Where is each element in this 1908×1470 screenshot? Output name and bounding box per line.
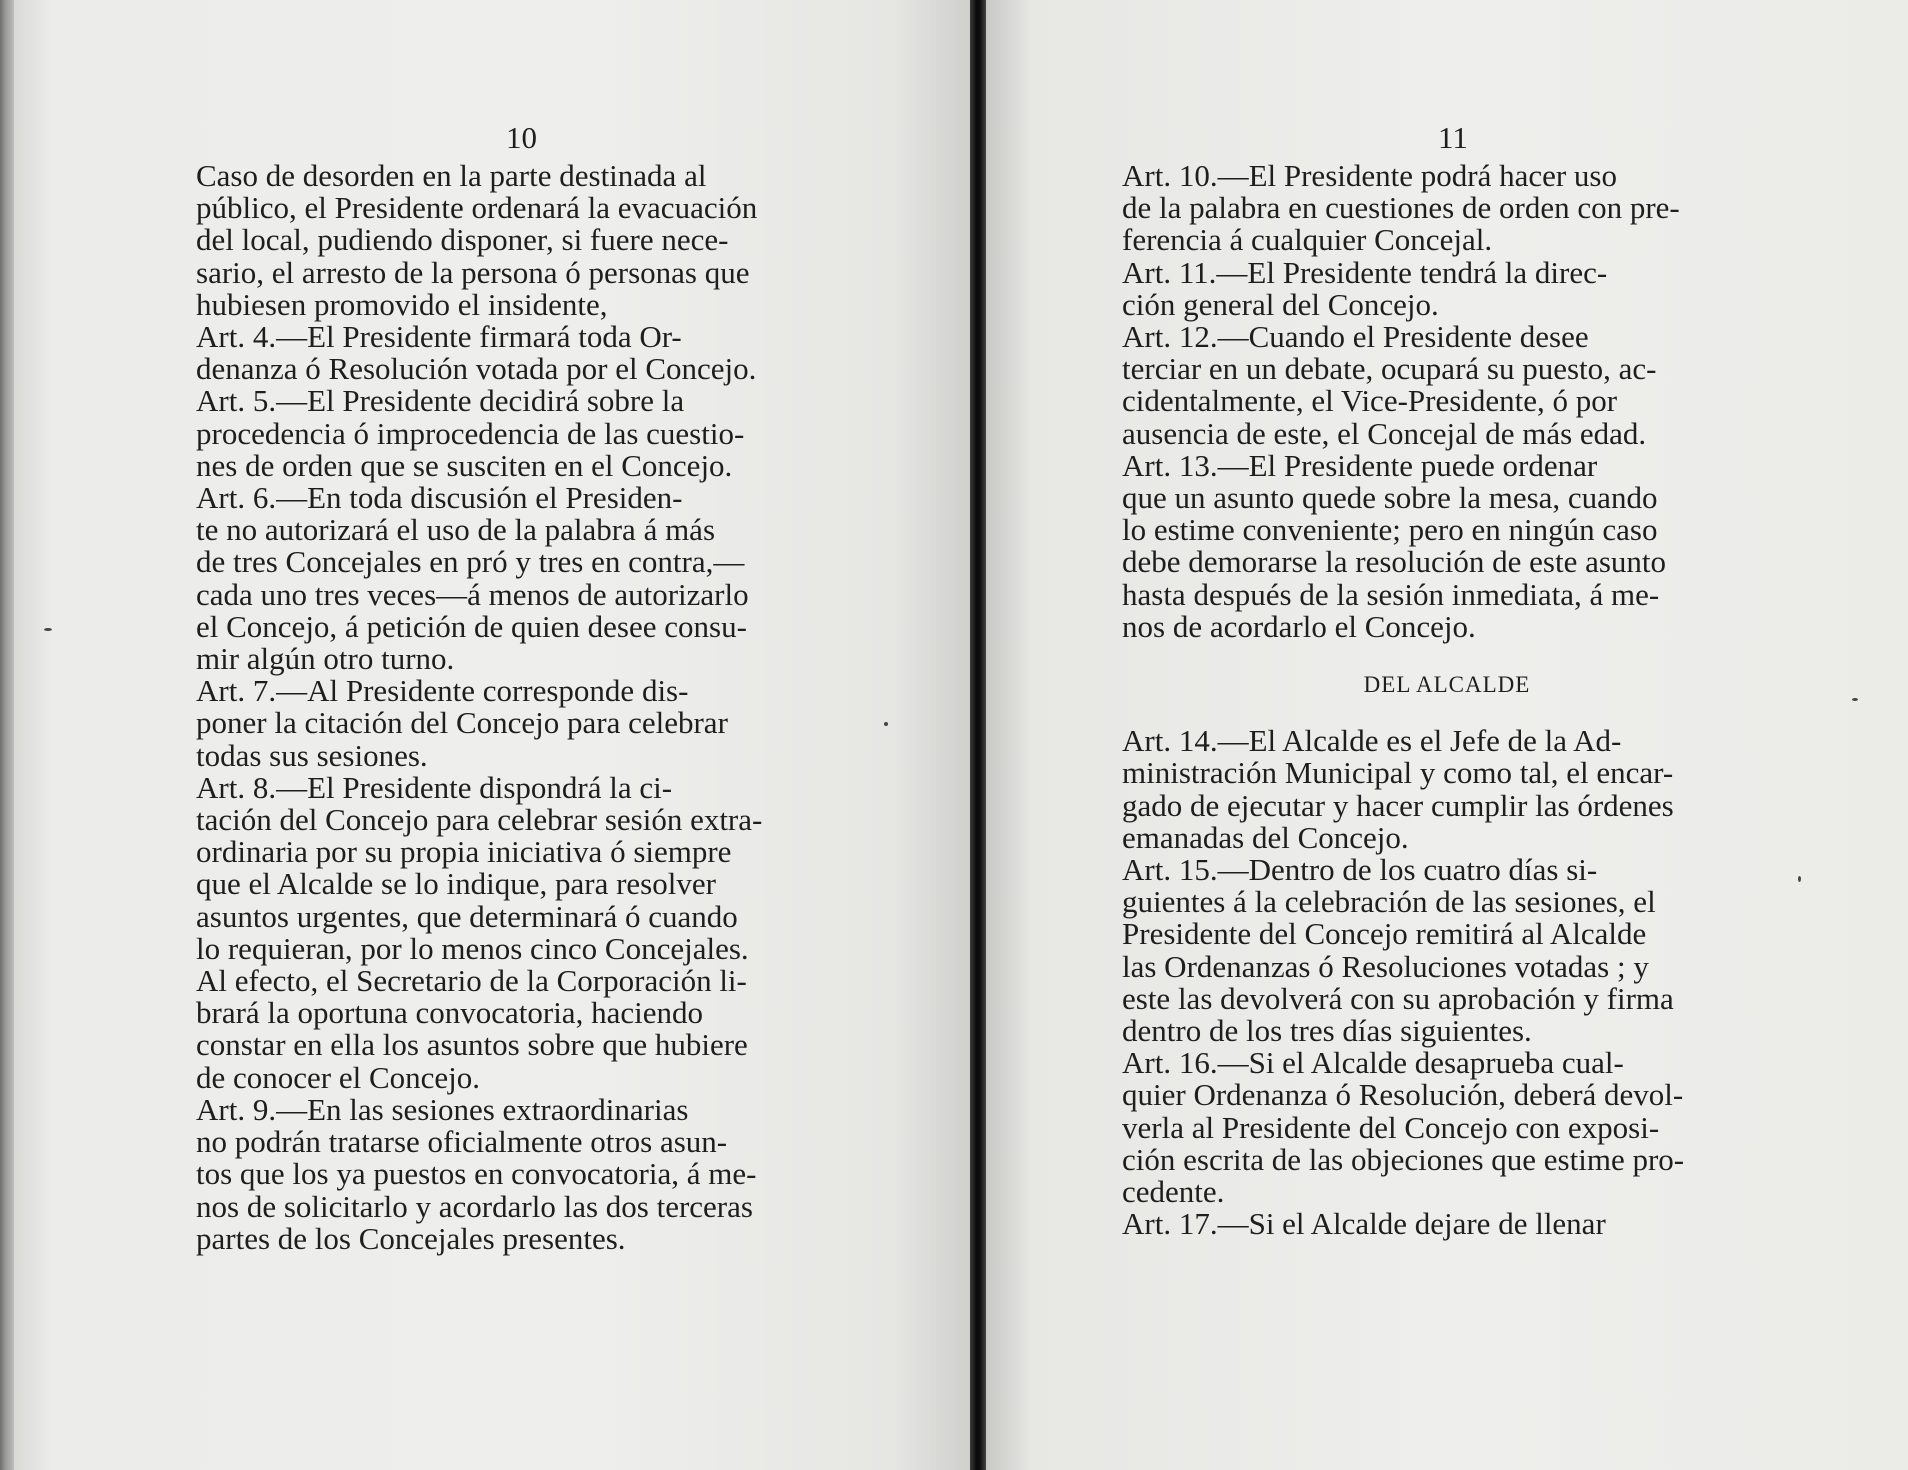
text-line: te no autorizará el uso de la palabra á más	[196, 512, 716, 548]
section-heading: DEL ALCALDE	[1363, 672, 1531, 698]
text-line: nos de solicitarlo y acordarlo las dos terceras	[196, 1188, 753, 1224]
text-line: partes de los Concejales presentes.	[196, 1220, 626, 1256]
text-line: ordinaria por su propia iniciativa ó siempre	[196, 834, 732, 870]
text-line: denanza ó Resolución votada por el Concejo.	[196, 351, 757, 387]
text-line: ción general del Concejo.	[1122, 286, 1439, 322]
body-text	[1122, 160, 1772, 1241]
text-line: nes de orden que se susciten en el Concejo.	[196, 447, 733, 483]
text-line: cedente.	[1122, 1174, 1225, 1210]
page-number: 10	[506, 120, 537, 155]
text-line: lo estime conveniente; pero en ningún caso	[1122, 512, 1658, 548]
text-line: Art. 5.—El Presidente decidirá sobre la	[196, 383, 685, 419]
text-line: no podrán tratarse oficialmente otros asun-	[196, 1124, 728, 1160]
text-line: Art. 15.—Dentro de los cuatro días si-	[1122, 852, 1598, 888]
right-page	[986, 0, 1908, 1470]
text-line: poner la citación del Concejo para celebrar	[196, 705, 728, 741]
text-line: tos que los ya puestos en convocatoria, á me-	[196, 1156, 757, 1192]
text-line: público, el Presidente ordenará la evacuación	[196, 190, 758, 226]
text-line: guientes á la celebración de las sesiones, el	[1122, 884, 1656, 920]
left-page	[14, 0, 970, 1470]
text-line: ferencia á cualquier Concejal.	[1122, 222, 1493, 258]
text-line: hasta después de la sesión inmediata, á me-	[1122, 576, 1660, 612]
text-line: Art. 6.—En toda discusión el Presiden-	[196, 480, 683, 516]
text-line: de la palabra en cuestiones de orden con pre-	[1122, 190, 1680, 226]
text-line: ción escrita de las objeciones que estime pro-	[1122, 1141, 1685, 1177]
body-text	[196, 160, 868, 1255]
text-line: cada uno tres veces—á menos de autorizarlo	[196, 576, 749, 612]
text-line: que un asunto quede sobre la mesa, cuando	[1122, 480, 1658, 516]
text-line: tación del Concejo para celebrar sesión extra-	[196, 802, 763, 838]
text-line: mir algún otro turno.	[196, 641, 455, 677]
text-line: Art. 16.—Si el Alcalde desaprueba cual-	[1122, 1045, 1624, 1081]
text-line: todas sus sesiones.	[196, 737, 428, 773]
text-line: Art. 14.—El Alcalde es el Jefe de la Ad-	[1122, 723, 1622, 759]
text-line: debe demorarse la resolución de este asunto	[1122, 544, 1667, 580]
text-line: Art. 13.—El Presidente puede ordenar	[1122, 447, 1598, 483]
text-line: de tres Concejales en pró y tres en contra,—	[196, 544, 745, 580]
text-line: Art. 12.—Cuando el Presidente desee	[1122, 319, 1589, 355]
text-line: quier Ordenanza ó Resolución, deberá devol-	[1122, 1077, 1684, 1113]
ink-speck	[884, 722, 888, 726]
text-line: cidentalmente, el Vice-Presidente, ó por	[1122, 383, 1618, 419]
text-line: el Concejo, á petición de quien desee consu-	[196, 608, 747, 644]
page-stack-edge	[0, 0, 14, 1470]
text-line: procedencia ó improcedencia de las cuestio-	[196, 415, 745, 451]
text-line: terciar en un debate, ocupará su puesto, ac-	[1122, 351, 1657, 387]
text-line: constar en ella los asuntos sobre que hubiere	[196, 1027, 748, 1063]
text-line: emanadas del Concejo.	[1122, 819, 1409, 855]
page-number: 11	[1438, 120, 1468, 155]
text-line: lo requieran, por lo menos cinco Concejales.	[196, 930, 749, 966]
text-line: que el Alcalde se lo indique, para resolver	[196, 866, 716, 902]
text-line: dentro de los tres días siguientes.	[1122, 1013, 1532, 1049]
ink-speck	[1798, 876, 1801, 882]
text-line: asuntos urgentes, que determinará ó cuando	[196, 898, 738, 934]
text-line: Al efecto, el Secretario de la Corporación li-	[196, 963, 747, 999]
text-line: gado de ejecutar y hacer cumplir las órdenes	[1122, 787, 1674, 823]
ink-speck	[44, 628, 52, 631]
text-line: Art. 10.—El Presidente podrá hacer uso	[1122, 158, 1618, 193]
text-line: verla al Presidente del Concejo con exposi-	[1122, 1109, 1660, 1145]
text-line: las Ordenanzas ó Resoluciones votadas ; y	[1122, 948, 1649, 984]
text-line: sario, el arresto de la persona ó personas que	[196, 254, 750, 290]
text-line: Presidente del Concejo remitirá al Alcalde	[1122, 916, 1647, 952]
text-line: este las devolverá con su aprobación y firma	[1122, 980, 1674, 1016]
text-line: Caso de desorden en la parte destinada al	[196, 158, 707, 193]
text-line: del local, pudiendo disponer, si fuere nece-	[196, 222, 729, 258]
text-line: ausencia de este, el Concejal de más edad.	[1122, 415, 1647, 451]
text-line: Art. 17.—Si el Alcalde dejare de llenar	[1122, 1206, 1606, 1242]
text-line: ministración Municipal y como tal, el encar-	[1122, 755, 1674, 791]
ink-speck	[1852, 698, 1858, 701]
text-line: brará la oportuna convocatoria, haciendo	[196, 995, 703, 1031]
text-line: hubiesen promovido el insidente,	[196, 286, 608, 322]
text-line: Art. 7.—Al Presidente corresponde dis-	[196, 673, 689, 709]
text-line: Art. 4.—El Presidente firmará toda Or-	[196, 319, 682, 355]
book-gutter	[970, 0, 986, 1470]
text-line: Art. 8.—El Presidente dispondrá la ci-	[196, 769, 673, 805]
text-line: nos de acordarlo el Concejo.	[1122, 608, 1476, 644]
text-line: Art. 11.—El Presidente tendrá la direc-	[1122, 254, 1608, 290]
text-line: Art. 9.—En las sesiones extraordinarias	[196, 1091, 689, 1127]
text-line: de conocer el Concejo.	[196, 1059, 481, 1095]
